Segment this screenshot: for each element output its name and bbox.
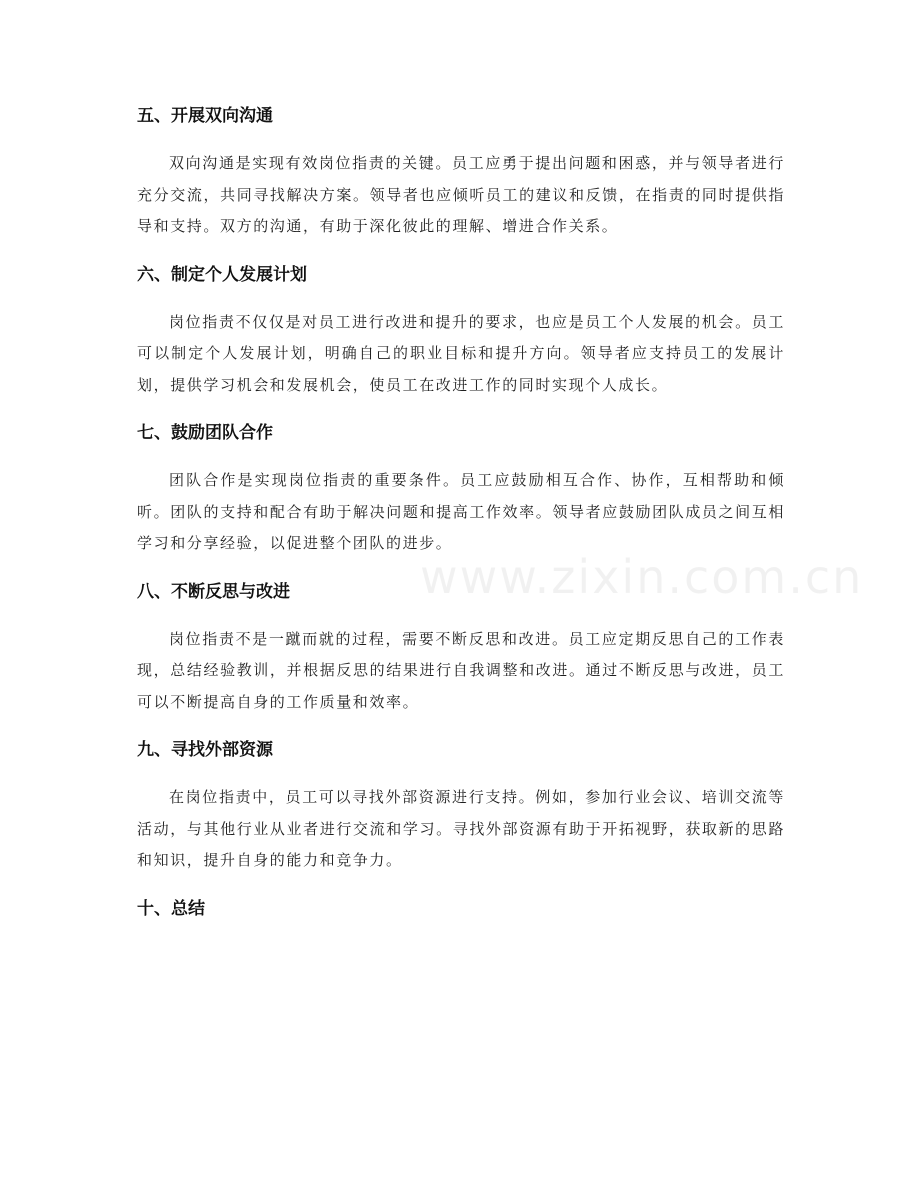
section-paragraph: 双向沟通是实现有效岗位指责的关键。员工应勇于提出问题和困惑，并与领导者进行充分交流，共同寻找解决方案。领导者也应倾听员工的建议和反馈，在指责的同时提供指导和支持。双方的沟通，有助于深化彼此的理解、增进合作关系。	[137, 154, 785, 235]
section-paragraph: 岗位指责不仅仅是对员工进行改进和提升的要求，也应是员工个人发展的机会。员工可以制定个人发展计划，明确自己的职业目标和提升方向。领导者应支持员工的发展计划，提供学习机会和发展机会，使员工在改进工作的同时实现个人成长。	[137, 312, 785, 394]
section-heading: 七、鼓励团队合作	[137, 423, 273, 443]
section-paragraph: 团队合作是实现岗位指责的重要条件。员工应鼓励相互合作、协作，互相帮助和倾听。团队的支持和配合有助于解决问题和提高工作效率。领导者应鼓励团队成员之间互相学习和分享经验，以促进整个团队的进步。	[137, 471, 785, 552]
section-paragraph: 在岗位指责中，员工可以寻找外部资源进行支持。例如，参加行业会议、培训交流等活动，与其他行业从业者进行交流和学习。寻找外部资源有助于开拓视野，获取新的思路和知识，提升自身的能力和竞争力。	[137, 788, 785, 869]
document-body	[137, 104, 785, 921]
section-heading: 九、寻找外部资源	[137, 740, 273, 760]
section-8	[137, 580, 785, 719]
section-6	[137, 263, 785, 402]
section-5	[137, 104, 785, 243]
section-heading: 六、制定个人发展计划	[137, 264, 307, 285]
section-heading: 十、总结	[137, 898, 205, 919]
section-9	[137, 738, 785, 877]
watermark: www.zixin.com.cn	[420, 550, 864, 604]
section-paragraph: 岗位指责不是一蹴而就的过程，需要不断反思和改进。员工应定期反思自己的工作表现，总结经验教训，并根据反思的结果进行自我调整和改进。通过不断反思与改进，员工可以不断提高自身的工作质量和效率。	[137, 629, 785, 711]
section-10	[137, 897, 785, 921]
section-heading: 五、开展双向沟通	[137, 106, 273, 126]
section-heading: 八、不断反思与改进	[137, 581, 290, 602]
section-7	[137, 421, 785, 560]
